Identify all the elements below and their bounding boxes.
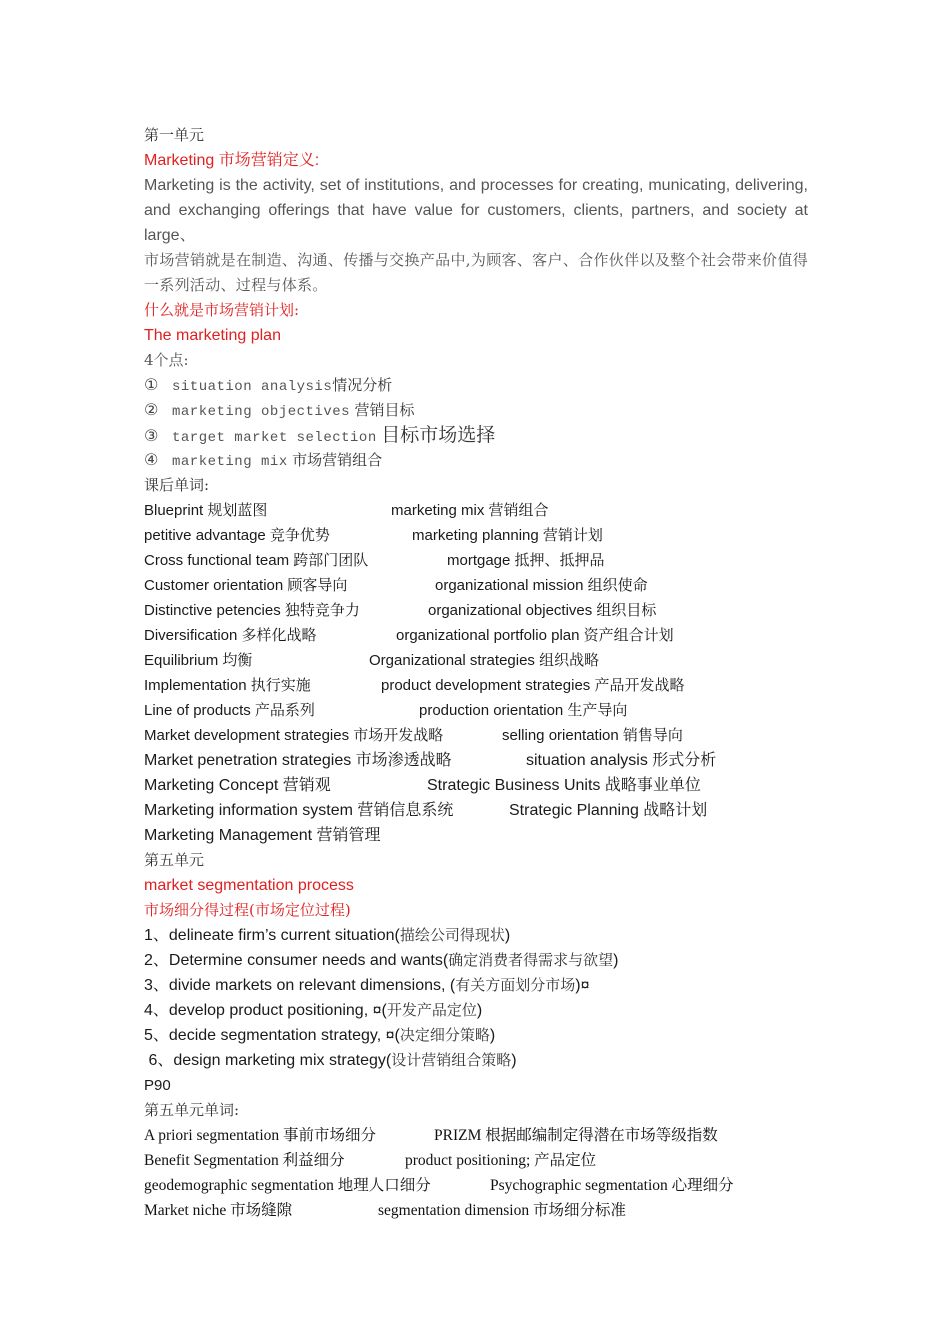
- vocab-row: [144, 773, 808, 798]
- segmentation-step: [144, 998, 808, 1023]
- vocab-row: [144, 1148, 808, 1173]
- step-tail: ): [476, 1002, 483, 1019]
- vocab-term: Benefit Segmentation 利益细分: [144, 1152, 345, 1169]
- vocab-row: [144, 648, 808, 673]
- segmentation-step: [144, 923, 808, 948]
- vocab-row: [144, 698, 808, 723]
- vocab-row: [144, 723, 808, 748]
- vocab-term: Blueprint 规划蓝图: [144, 502, 268, 519]
- vocab-term: Organizational strategies 组织战略: [369, 652, 600, 669]
- vocab1-label: 课后单词:: [144, 476, 210, 494]
- marketing-definition-cn: 市场营销就是在制造、沟通、传播与交换产品中,为顾客、客户、合作伙伴以及整个社会带来价值得一系列活动、过程与体系。: [144, 251, 808, 294]
- vocab-row: [144, 1198, 808, 1223]
- vocab-term: mortgage 抵押、抵押品: [447, 552, 605, 569]
- point-en: situation analysis: [172, 379, 333, 395]
- point-number: ③: [144, 428, 159, 445]
- vocab-row: [144, 798, 808, 823]
- segmentation-step: [144, 1048, 808, 1073]
- vocab-term: Implementation 执行实施: [144, 677, 311, 694]
- vocab-term: Distinctive petencies 独特竞争力: [144, 602, 360, 619]
- step-en: 6、design marketing mix strategy(: [144, 1052, 392, 1069]
- step-cn: 描绘公司得现状: [399, 926, 505, 944]
- point-en: marketing objectives: [172, 404, 351, 420]
- vocab-term: Marketing Concept 营销观: [144, 777, 331, 794]
- vocab-row: [144, 1173, 808, 1198]
- step-en: 2、Determine consumer needs and wants(: [144, 952, 449, 969]
- step-tail: ): [489, 1027, 496, 1044]
- step-en: 4、develop product positioning, ¤(: [144, 1002, 387, 1019]
- plan-title: The marketing plan: [144, 327, 281, 344]
- point-en: marketing mix: [172, 454, 288, 470]
- step-tail: )¤: [575, 977, 590, 994]
- points-label: 4个点:: [144, 351, 189, 369]
- marketing-definition-heading: Marketing 市场营销定义:: [144, 152, 320, 169]
- segmentation-step: [144, 973, 808, 998]
- vocab-term: Marketing Management 营销管理: [144, 827, 381, 844]
- vocab-row: [144, 548, 808, 573]
- point-number: ①: [144, 377, 159, 394]
- step-cn: 开发产品定位: [386, 1001, 477, 1019]
- point-cn: 情况分析: [332, 376, 393, 394]
- vocab-term: Customer orientation 顾客导向: [144, 577, 348, 594]
- vocab-term: Cross functional team 跨部门团队: [144, 552, 369, 569]
- vocab-term: organizational mission 组织使命: [435, 577, 648, 594]
- plan-question: 什么就是市场营销计划:: [144, 301, 300, 319]
- vocab-term: organizational portfolio plan 资产组合计划: [396, 627, 674, 644]
- vocab-term: Market niche 市场缝隙: [144, 1202, 293, 1219]
- step-en: 1、delineate firm’s current situation(: [144, 927, 400, 944]
- point-item: [144, 398, 808, 423]
- vocab-term: Marketing information system 营销信息系统: [144, 802, 454, 819]
- vocab-term: A priori segmentation 事前市场细分: [144, 1127, 377, 1144]
- point-cn: 市场营销组合: [292, 451, 383, 469]
- step-cn: 确定消费者得需求与欲望: [448, 951, 614, 969]
- vocab-row: [144, 523, 808, 548]
- vocab-row: [144, 1123, 808, 1148]
- vocab-row: [144, 498, 808, 523]
- unit5-title: 第五单元: [144, 851, 205, 869]
- vocab-term: selling orientation 销售导向: [502, 727, 683, 744]
- vocab-term: Market development strategies 市场开发战略: [144, 727, 444, 744]
- vocab-term: situation analysis 形式分析: [526, 752, 717, 769]
- vocab-term: production orientation 生产导向: [419, 702, 628, 719]
- vocab-term: Equilibrium 均衡: [144, 652, 253, 669]
- point-number: ④: [144, 452, 159, 469]
- vocab-row: [144, 573, 808, 598]
- unit1-title: 第一单元: [144, 126, 205, 144]
- step-cn: 有关方面划分市场: [455, 976, 576, 994]
- step-tail: ): [504, 927, 511, 944]
- vocab-term: marketing mix 营销组合: [391, 502, 549, 519]
- vocab-row: [144, 823, 808, 848]
- vocab-term: product positioning; 产品定位: [405, 1152, 597, 1169]
- segmentation-step: [144, 1023, 808, 1048]
- point-item: [144, 423, 808, 448]
- vocab-term: Strategic Business Units 战略事业单位: [427, 777, 701, 794]
- vocab-term: segmentation dimension 市场细分标准: [378, 1202, 626, 1219]
- marketing-definition-en: Marketing is the activity, set of institutions, and processes for creating, municating, delivering, and exchanging offerings that have value for customers, clients, partners, and society at large、: [144, 177, 808, 244]
- step-en: 5、decide segmentation strategy, ¤(: [144, 1027, 400, 1044]
- segmentation-step: [144, 948, 808, 973]
- vocab5-label: 第五单元单词:: [144, 1101, 240, 1119]
- segmentation-title-en: market segmentation process: [144, 877, 354, 894]
- vocab-row: [144, 748, 808, 773]
- step-cn: 设计营销组合策略: [391, 1051, 512, 1069]
- point-cn: 目标市场选择: [381, 424, 496, 446]
- vocab-term: Market penetration strategies 市场渗透战略: [144, 752, 452, 769]
- vocab-term: Psychographic segmentation 心理细分: [490, 1177, 734, 1194]
- vocab-term: PRIZM 根据邮编制定得潜在市场等级指数: [434, 1127, 718, 1144]
- point-number: ②: [144, 402, 159, 419]
- page-reference: P90: [144, 1077, 171, 1094]
- vocab-row: [144, 673, 808, 698]
- point-en: target market selection: [172, 430, 377, 446]
- vocab-row: [144, 623, 808, 648]
- step-tail: ): [613, 952, 619, 969]
- point-item: [144, 373, 808, 398]
- vocab-term: product development strategies 产品开发战略: [381, 677, 685, 694]
- step-tail: ): [511, 1052, 517, 1069]
- vocab-row: [144, 598, 808, 623]
- point-cn: 营销目标: [354, 401, 415, 419]
- point-item: [144, 448, 808, 473]
- vocab-term: organizational objectives 组织目标: [428, 602, 657, 619]
- document-page: [144, 123, 808, 1223]
- vocab-term: Strategic Planning 战略计划: [509, 802, 708, 819]
- vocab-term: Line of products 产品系列: [144, 702, 315, 719]
- step-en: 3、divide markets on relevant dimensions, (: [144, 977, 456, 994]
- vocab-term: Diversification 多样化战略: [144, 627, 317, 644]
- vocab-term: petitive advantage 竞争优势: [144, 527, 330, 544]
- vocab-term: geodemographic segmentation 地理人口细分: [144, 1177, 431, 1194]
- vocab-term: marketing planning 营销计划: [412, 527, 603, 544]
- step-cn: 决定细分策略: [399, 1026, 490, 1044]
- segmentation-title-cn: 市场细分得过程(市场定位过程): [144, 901, 351, 919]
